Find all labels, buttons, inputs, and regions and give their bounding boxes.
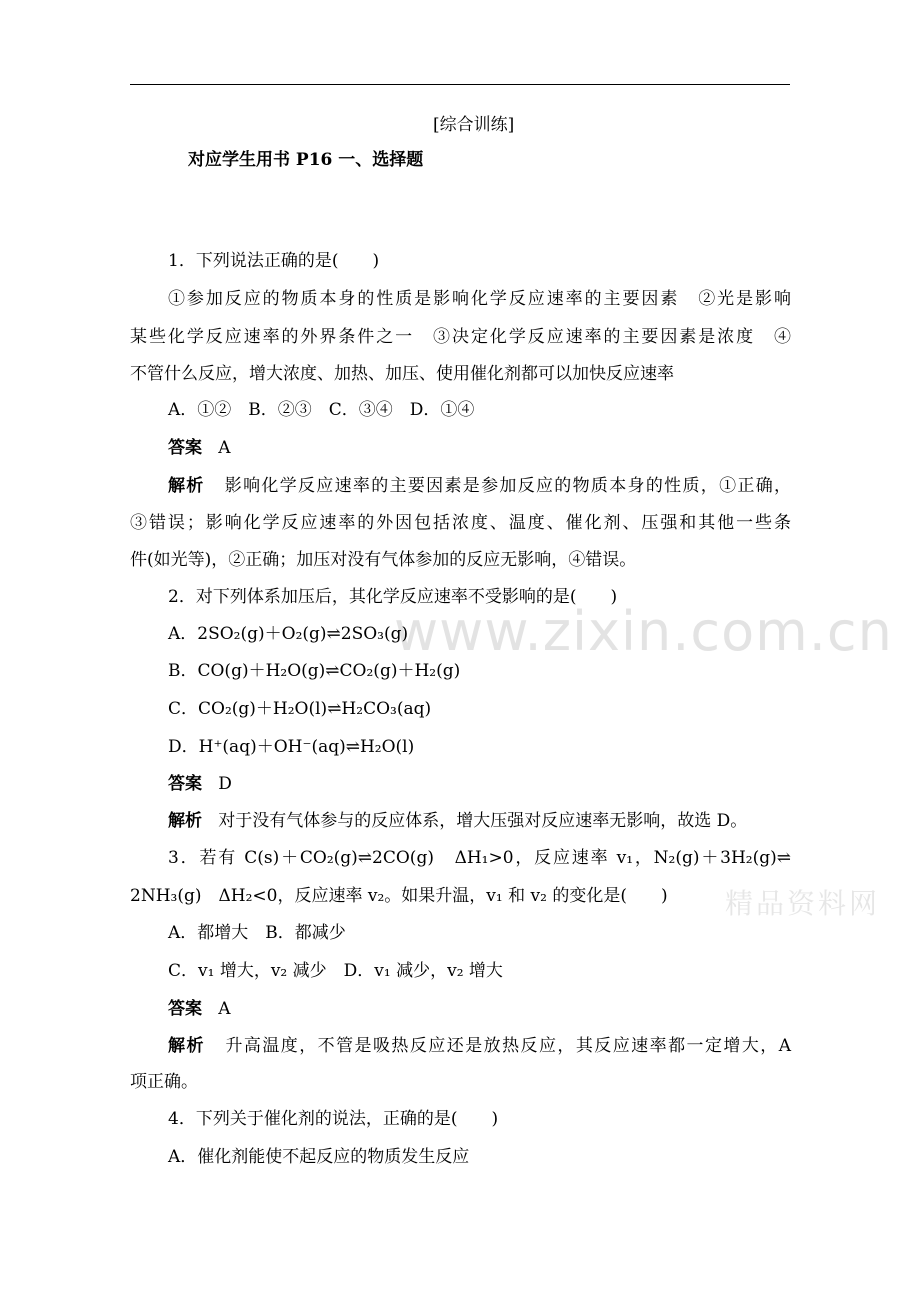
q1-answer [168, 436, 231, 460]
q1-analysis-line1 [168, 474, 791, 498]
answer-label: 答案 [168, 438, 202, 458]
section-tag: [综合训练] [433, 115, 515, 135]
q3-stem-line1: 3．若有 C(s)＋CO₂(g)⇌2CO(g) ΔH₁>0，反应速率 v₁，N₂(g)＋3H₂(g)⇌ [168, 848, 791, 868]
watermark-secondary: 精品资料网 [725, 887, 881, 920]
q3-analysis-line1 [168, 1034, 791, 1058]
q3-options-ab: A．都增大 B．都减少 [168, 923, 346, 943]
analysis-label: 解析 [168, 811, 202, 831]
q2-stem: 2．对下列体系加压后，其化学反应速率不受影响的是( ) [168, 587, 618, 607]
q2-option-a: A．2SO₂(g)＋O₂(g)⇌2SO₃(g) [168, 624, 409, 644]
answer-value: A [218, 438, 231, 458]
q2-option-c: C．CO₂(g)＋H₂O(l)⇌H₂CO₃(aq) [168, 699, 432, 719]
answer-value: A [218, 999, 231, 1019]
q1-statement-line2: 某些化学反应速率的外界条件之一 ③决定化学反应速率的主要因素是浓度 ④ [130, 327, 791, 347]
q3-answer [168, 997, 231, 1021]
analysis-text: 对于没有气体参与的反应体系，增大压强对反应速率无影响，故选 D。 [218, 811, 748, 831]
q3-stem-line2: 2NH₃(g) ΔH₂<0，反应速率 v₂。如果升温，v₁ 和 v₂ 的变化是( ) [130, 886, 668, 906]
q1-analysis-line2: ③错误；影响化学反应速率的外因包括浓度、温度、催化剂、压强和其他一些条 [130, 513, 791, 533]
page-subtitle: 对应学生用书 P16 一、选择题 [188, 150, 424, 170]
analysis-text: 升高温度，不管是吸热反应还是放热反应，其反应速率都一定增大，A [225, 1036, 791, 1056]
q4-stem: 4．下列关于催化剂的说法，正确的是( ) [168, 1109, 499, 1129]
q2-option-b: B．CO(g)＋H₂O(g)⇌CO₂(g)＋H₂(g) [168, 661, 461, 681]
answer-label: 答案 [168, 774, 202, 794]
watermark: www.zixin.com.cn [394, 600, 893, 663]
q3-analysis-line2: 项正确。 [130, 1072, 198, 1092]
answer-value: D [218, 774, 232, 794]
q1-stem: 1．下列说法正确的是( ) [168, 251, 380, 271]
q2-analysis [168, 809, 747, 833]
q3-options-cd: C．v₁ 增大，v₂ 减少 D．v₁ 减少，v₂ 增大 [168, 961, 503, 981]
analysis-label: 解析 [168, 476, 205, 496]
analysis-label: 解析 [168, 1036, 205, 1056]
q1-analysis-line3: 件(如光等)，②正确；加压对没有气体参加的反应无影响，④错误。 [130, 550, 637, 570]
q2-answer [168, 772, 232, 796]
q1-statement-line3: 不管什么反应，增大浓度、加热、加压、使用催化剂都可以加快反应速率 [130, 364, 674, 384]
analysis-text: 影响化学反应速率的主要因素是参加反应的物质本身的性质，①正确， [224, 476, 792, 496]
answer-label: 答案 [168, 999, 202, 1019]
q4-option-a: A．催化剂能使不起反应的物质发生反应 [168, 1147, 470, 1167]
q1-options: A．①② B．②③ C．③④ D．①④ [168, 400, 475, 420]
q1-statement-line1: ①参加反应的物质本身的性质是影响化学反应速率的主要因素 ②光是影响 [168, 289, 791, 309]
q2-option-d: D．H⁺(aq)＋OH⁻(aq)⇌H₂O(l) [168, 737, 415, 757]
header-rule [130, 84, 790, 85]
